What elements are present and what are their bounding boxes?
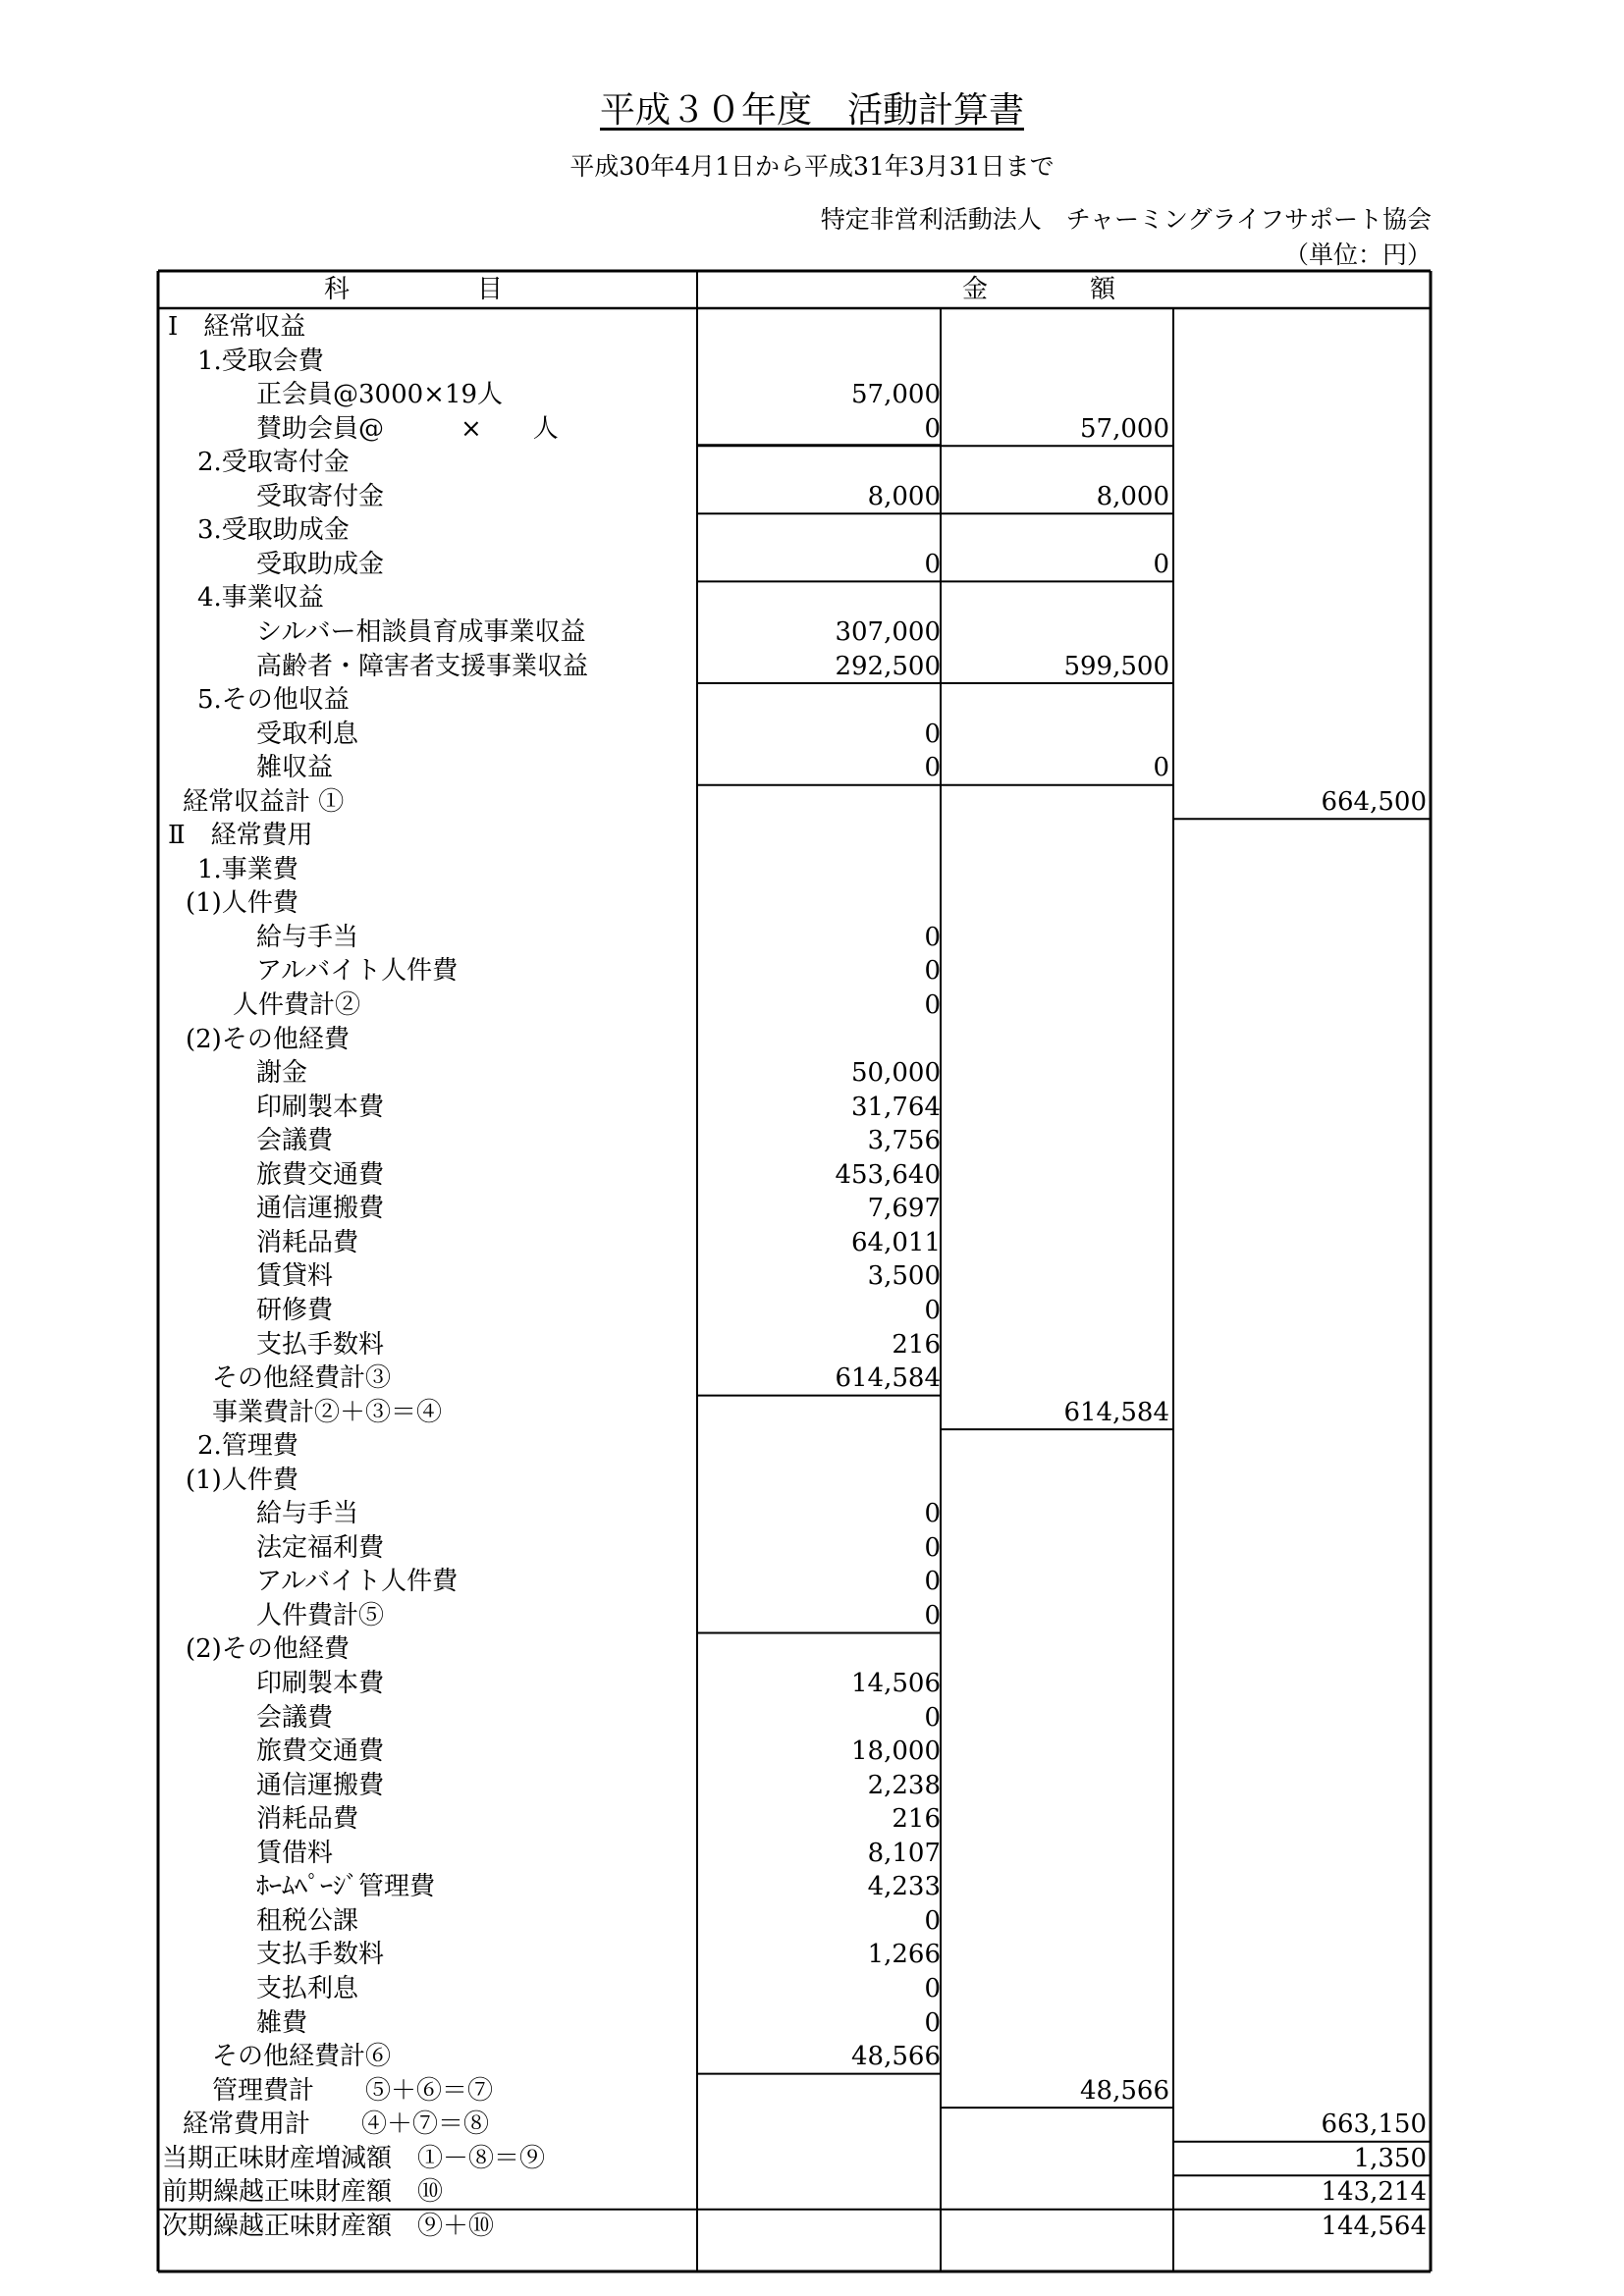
amount-c1: 0 <box>924 922 941 952</box>
row-label: アルバイト人件費 <box>256 1567 459 1597</box>
amount-c1: 50,000 <box>851 1058 941 1089</box>
row-label: (1)人件費 <box>186 888 298 919</box>
table-row <box>160 921 1427 955</box>
amount-c1: 18,000 <box>851 1736 941 1767</box>
document-title: 平成３０年度 活動計算書 <box>599 90 1024 131</box>
row-label: 4.事業収益 <box>197 583 324 614</box>
row-label: 会議費 <box>256 1702 334 1733</box>
amount-c2: 57,000 <box>1080 413 1169 444</box>
table-row <box>160 615 1427 650</box>
row-label: 研修費 <box>256 1295 334 1325</box>
row-label: 賃貸料 <box>256 1261 334 1292</box>
row-label: 賛助会員@ × 人 <box>256 413 559 444</box>
row-label: 5.その他収益 <box>197 685 350 716</box>
amount-c1: 0 <box>924 1600 941 1630</box>
amount-c1: 216 <box>892 1329 941 1360</box>
table-row <box>160 1870 1427 1904</box>
table-row <box>160 412 1427 447</box>
amount-c1: 0 <box>924 1532 941 1563</box>
row-label: 支払手数料 <box>256 1329 385 1360</box>
row-label: 当期正味財産増減額 ①－⑧＝⑨ <box>162 2143 546 2173</box>
row-label: (1)人件費 <box>186 1465 298 1495</box>
table-row <box>160 988 1427 1023</box>
table-row <box>160 310 1427 345</box>
table-row <box>160 650 1427 684</box>
row-label: 旅費交通費 <box>256 1736 385 1767</box>
amount-c2: 48,566 <box>1080 2075 1169 2106</box>
amount-c1: 0 <box>924 1905 941 1936</box>
amount-c1: 8,107 <box>867 1838 941 1868</box>
row-label: 給与手当 <box>256 922 359 952</box>
amount-c1: 14,506 <box>851 1669 941 1698</box>
table-row <box>160 480 1427 514</box>
row-label: シルバー相談員育成事業収益 <box>256 616 586 647</box>
amount-c1: 614,584 <box>835 1363 941 1394</box>
table-row <box>160 751 1427 785</box>
unit-label: （単位：円） <box>1283 240 1432 269</box>
row-label: 消耗品費 <box>256 1227 359 1257</box>
table-row <box>160 2142 1427 2176</box>
amount-c1: 2,238 <box>867 1770 941 1800</box>
amount-c2: 599,500 <box>1063 651 1169 681</box>
table-row <box>160 2175 1427 2210</box>
table-row <box>160 2074 1427 2109</box>
table-row <box>160 2006 1427 2041</box>
row-label: (2)その他経費 <box>186 1634 350 1665</box>
row-label: 経常費用計 ④＋⑦＝⑧ <box>183 2109 490 2140</box>
row-label: 次期繰越正味財産額 ⑨＋⑩ <box>162 2211 495 2241</box>
row-label: 管理費計 ⑤＋⑥＝⑦ <box>212 2075 494 2106</box>
row-label: ﾎｰﾑﾍﾟｰｼﾞ管理費 <box>256 1872 436 1902</box>
row-label: その他経費計③ <box>212 1363 392 1394</box>
table-row <box>160 1632 1427 1667</box>
table-row <box>160 1429 1427 1464</box>
row-label: 事業費計②＋③＝④ <box>212 1397 443 1427</box>
table-row <box>160 1056 1427 1091</box>
table-row <box>160 2108 1427 2142</box>
amount-c2: 8,000 <box>1096 481 1169 511</box>
row-label: 人件費計② <box>233 990 361 1020</box>
amount-c1: 0 <box>924 753 941 783</box>
table-row <box>160 1294 1427 1328</box>
table-row <box>160 513 1427 548</box>
organization-name: 特定非営利活動法人 チャーミングライフサポート協会 <box>820 205 1432 234</box>
amount-c1: 0 <box>924 2007 941 2038</box>
amount-c2: 0 <box>1153 753 1169 783</box>
amount-c1: 57,000 <box>851 380 941 410</box>
amount-c1: 0 <box>924 719 941 749</box>
table-row <box>160 446 1427 480</box>
amount-c2: 0 <box>1153 549 1169 579</box>
row-label: 租税公課 <box>256 1905 359 1936</box>
row-label: 2.管理費 <box>197 1431 298 1462</box>
amount-c1: 0 <box>924 990 941 1020</box>
row-label: 賃借料 <box>256 1838 334 1868</box>
row-label: アルバイト人件費 <box>256 956 459 987</box>
row-label: 1.受取会費 <box>197 346 324 376</box>
amount-c1: 1,266 <box>867 1940 941 1970</box>
amount-c3: 1,350 <box>1353 2143 1427 2173</box>
row-label: 印刷製本費 <box>256 1669 385 1698</box>
amount-c1: 307,000 <box>835 616 941 647</box>
row-label: 給与手当 <box>256 1499 359 1529</box>
row-label: 経常収益計 ① <box>183 786 345 817</box>
table-row <box>160 1972 1427 2006</box>
row-label: 受取寄付金 <box>256 481 385 511</box>
row-label: 3.受取助成金 <box>197 515 350 546</box>
table-row <box>160 1023 1427 1057</box>
row-label: 人件費計⑤ <box>256 1600 385 1630</box>
table-row <box>160 1667 1427 1701</box>
table-row <box>160 1192 1427 1226</box>
amount-c1: 0 <box>924 1973 941 2003</box>
row-label: 法定福利費 <box>256 1532 385 1563</box>
header-item: 科 目 <box>324 275 504 304</box>
amount-c1: 0 <box>924 1702 941 1733</box>
amount-c1: 453,640 <box>835 1159 941 1190</box>
table-row <box>160 1259 1427 1294</box>
table-row <box>160 1328 1427 1362</box>
table-row <box>160 853 1427 887</box>
amount-c1: 31,764 <box>851 1092 941 1122</box>
table-row <box>160 1396 1427 1430</box>
table-row <box>160 1464 1427 1498</box>
row-label: 旅費交通費 <box>256 1159 385 1190</box>
table-row <box>160 1735 1427 1769</box>
amount-c3: 664,500 <box>1321 786 1427 817</box>
table-row <box>160 378 1427 412</box>
table-row <box>160 683 1427 718</box>
row-label: 正会員@3000×19人 <box>256 380 504 410</box>
table-row <box>160 1769 1427 1803</box>
table-row <box>160 1362 1427 1396</box>
amount-c1: 0 <box>924 1567 941 1597</box>
row-label: 支払利息 <box>256 1973 359 2003</box>
amount-c1: 0 <box>924 549 941 579</box>
row-label: Ⅰ 経常収益 <box>168 312 306 342</box>
table-row <box>160 548 1427 582</box>
amount-c1: 292,500 <box>835 651 941 681</box>
row-label: 1.事業費 <box>197 854 298 884</box>
table-row <box>160 1837 1427 1871</box>
row-label: その他経費計⑥ <box>212 2042 392 2072</box>
table-row <box>160 1091 1427 1125</box>
row-label: 謝金 <box>256 1058 308 1089</box>
amount-c1: 0 <box>924 413 941 444</box>
amount-c1: 64,011 <box>851 1227 941 1257</box>
table-row <box>160 1938 1427 1972</box>
row-label: (2)その他経費 <box>186 1024 350 1054</box>
table-row <box>160 1904 1427 1939</box>
row-label: 受取助成金 <box>256 549 385 579</box>
row-label: 2.受取寄付金 <box>197 448 350 478</box>
row-label: 通信運搬費 <box>256 1770 385 1800</box>
table-row <box>160 1226 1427 1260</box>
row-label: 雑費 <box>256 2007 308 2038</box>
row-label: 印刷製本費 <box>256 1092 385 1122</box>
header-amount: 金 額 <box>962 275 1116 304</box>
table-row <box>160 819 1427 853</box>
amount-c1: 3,756 <box>867 1126 941 1156</box>
table-row <box>160 1497 1427 1531</box>
amount-c2: 614,584 <box>1063 1397 1169 1427</box>
fiscal-period: 平成30年4月1日から平成31年3月31日まで <box>569 152 1055 181</box>
table-row <box>160 954 1427 988</box>
row-label: 前期繰越正味財産額 ⑩ <box>162 2177 444 2208</box>
row-label: Ⅱ 経常費用 <box>168 821 313 851</box>
amount-c1: 216 <box>892 1804 941 1835</box>
table-row <box>160 581 1427 615</box>
table-row <box>160 345 1427 379</box>
table-row <box>160 2210 1427 2244</box>
amount-c1: 7,697 <box>867 1194 941 1224</box>
amount-c1: 8,000 <box>867 481 941 511</box>
amount-c1: 48,566 <box>851 2042 941 2072</box>
amount-c1: 4,233 <box>867 1872 941 1902</box>
table-row <box>160 718 1427 752</box>
amount-c3: 663,150 <box>1321 2109 1427 2140</box>
table-row <box>160 1802 1427 1837</box>
table-row <box>160 785 1427 820</box>
amount-c1: 0 <box>924 956 941 987</box>
table-row <box>160 1158 1427 1193</box>
table-row <box>160 886 1427 921</box>
table-row <box>160 1531 1427 1566</box>
row-label: 通信運搬費 <box>256 1194 385 1224</box>
row-label: 支払手数料 <box>256 1940 385 1970</box>
table-row <box>160 1565 1427 1599</box>
row-label: 高齢者・障害者支援事業収益 <box>256 651 589 681</box>
table-row <box>160 1701 1427 1735</box>
row-label: 会議費 <box>256 1126 334 1156</box>
table-row <box>160 2040 1427 2074</box>
row-label: 消耗品費 <box>256 1804 359 1835</box>
amount-c1: 3,500 <box>867 1261 941 1292</box>
table-row <box>160 1599 1427 1633</box>
table-row <box>160 1124 1427 1158</box>
row-label: 雑収益 <box>256 753 334 783</box>
amount-c1: 0 <box>924 1295 941 1325</box>
amount-c3: 143,214 <box>1321 2177 1427 2208</box>
row-label: 受取利息 <box>256 719 359 749</box>
amount-c3: 144,564 <box>1321 2211 1427 2241</box>
amount-c1: 0 <box>924 1499 941 1529</box>
